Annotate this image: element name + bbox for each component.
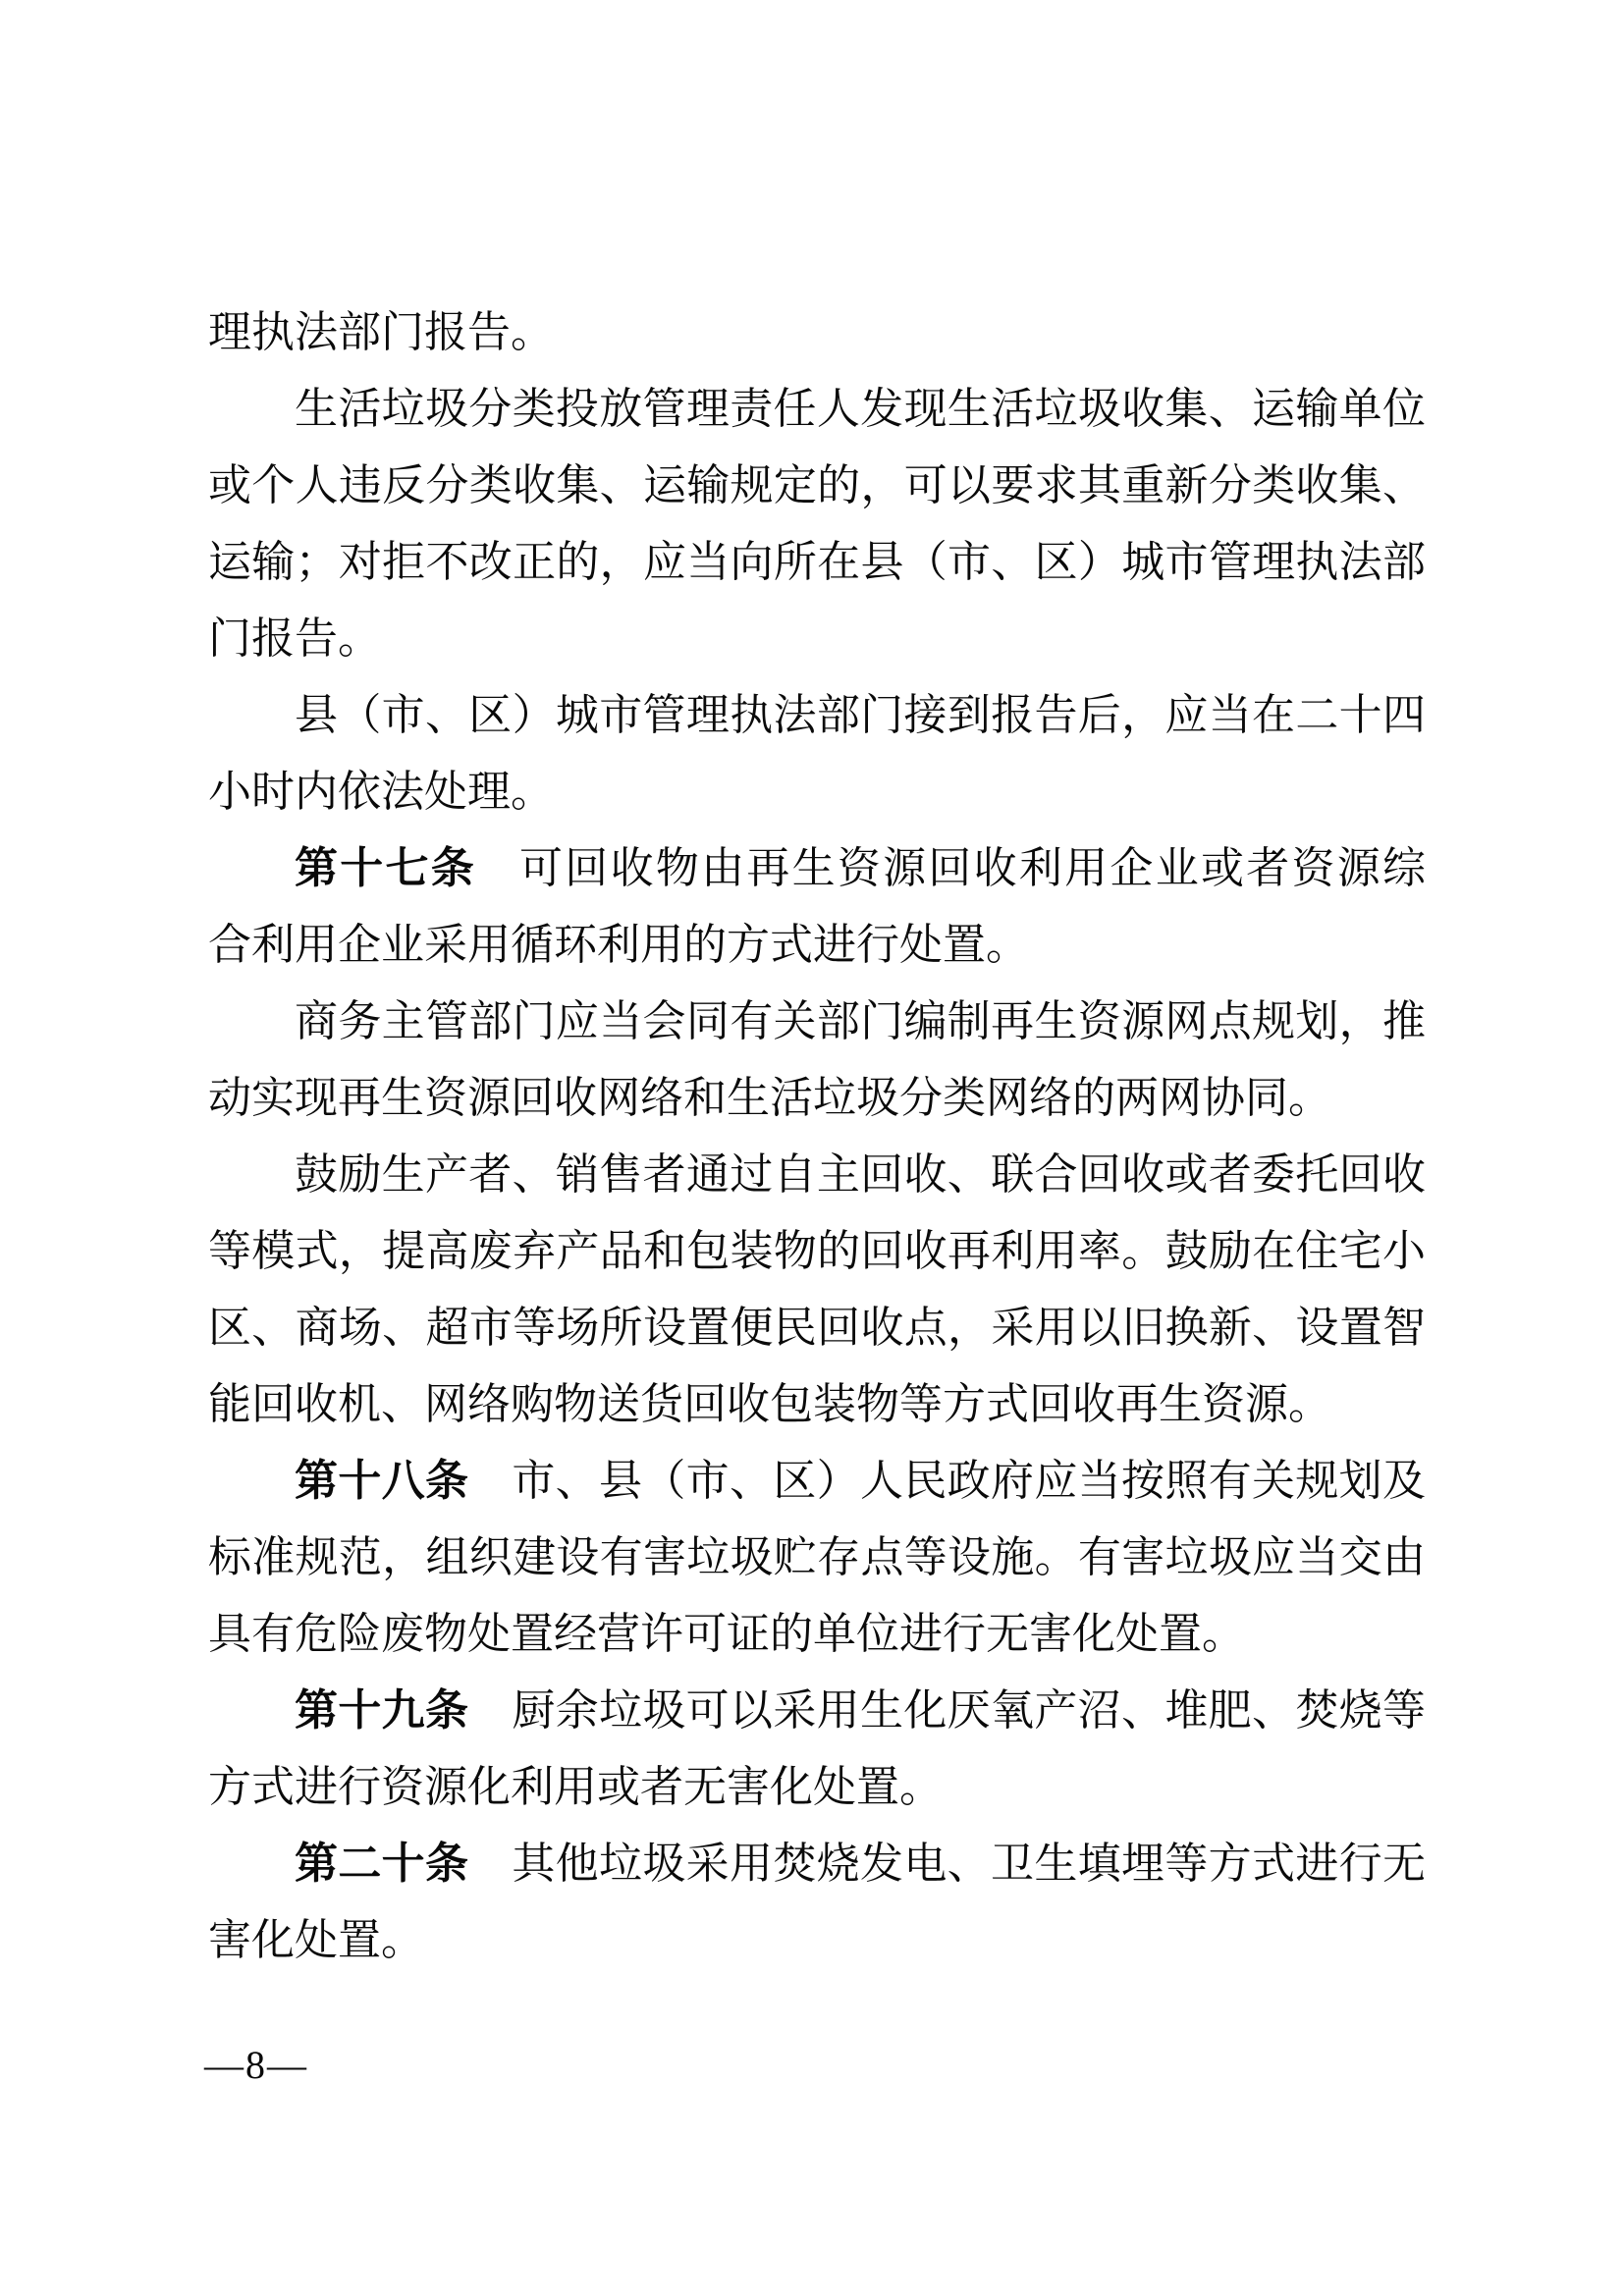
line-text: 门报告。 xyxy=(208,614,381,663)
line-text: 其他垃圾采用焚烧发电、卫生填埋等方式进行无 xyxy=(512,1840,1426,1888)
text-line xyxy=(208,448,1426,524)
article-number-20: 第二十条 xyxy=(295,1840,469,1888)
text-line xyxy=(208,1902,1426,1979)
text-line-article-17 xyxy=(208,830,1426,907)
line-text: 市、县（市、区）人民政府应当按照有关规划及 xyxy=(512,1457,1426,1505)
line-text: 害化处置。 xyxy=(208,1916,424,1964)
text-line-article-18 xyxy=(208,1443,1426,1520)
text-line xyxy=(208,1596,1426,1673)
line-text: 动实现再生资源回收网络和生活垃圾分类网络的两网协同。 xyxy=(208,1074,1331,1122)
text-line xyxy=(208,1520,1426,1596)
line-text: 小时内依法处理。 xyxy=(208,768,554,816)
line-text: 方式进行资源化利用或者无害化处置。 xyxy=(208,1763,943,1811)
line-text: 理执法部门报告。 xyxy=(208,308,554,356)
text-line-article-20 xyxy=(208,1826,1426,1902)
text-line xyxy=(208,677,1426,754)
text-line xyxy=(208,294,1426,371)
text-line xyxy=(208,1290,1426,1366)
article-number-19: 第十九条 xyxy=(295,1686,469,1735)
text-line xyxy=(208,1137,1426,1213)
line-text: 鼓励生产者、销售者通过自主回收、联合回收或者委托回收 xyxy=(295,1150,1426,1199)
line-text: 可回收物由再生资源回收利用企业或者资源综 xyxy=(519,844,1426,892)
line-text: 区、商场、超市等场所设置便民回收点，采用以旧换新、设置智 xyxy=(208,1304,1426,1352)
article-number-17: 第十七条 xyxy=(295,844,477,892)
text-line xyxy=(208,601,1426,677)
text-line-article-19 xyxy=(208,1673,1426,1749)
text-line xyxy=(208,1749,1426,1826)
text-line xyxy=(208,1060,1426,1137)
line-text: 商务主管部门应当会同有关部门编制再生资源网点规划，推 xyxy=(295,997,1426,1045)
line-text: 等模式，提高废弃产品和包装物的回收再利用率。鼓励在住宅小 xyxy=(208,1227,1426,1275)
text-line xyxy=(208,754,1426,830)
text-line xyxy=(208,984,1426,1060)
line-text: 或个人违反分类收集、运输规定的，可以要求其重新分类收集、 xyxy=(208,461,1426,509)
line-text: 标准规范，组织建设有害垃圾贮存点等设施。有害垃圾应当交由 xyxy=(208,1533,1426,1581)
line-text: 能回收机、网络购物送货回收包装物等方式回收再生资源。 xyxy=(208,1380,1331,1428)
line-text: 运输；对拒不改正的，应当向所在县（市、区）城市管理执法部 xyxy=(208,538,1426,586)
document-body xyxy=(208,294,1426,1979)
text-line xyxy=(208,1213,1426,1290)
line-text: 厨余垃圾可以采用生化厌氧产沼、堆肥、焚烧等 xyxy=(512,1686,1426,1735)
line-text: 具有危险废物处置经营许可证的单位进行无害化处置。 xyxy=(208,1610,1245,1658)
text-line xyxy=(208,1366,1426,1443)
line-text: 合利用企业采用循环利用的方式进行处置。 xyxy=(208,921,1029,969)
line-text: 县（市、区）城市管理执法部门接到报告后，应当在二十四 xyxy=(295,691,1426,739)
text-line xyxy=(208,907,1426,984)
page-number: —8— xyxy=(204,2043,308,2087)
text-line xyxy=(208,371,1426,448)
text-line xyxy=(208,524,1426,601)
article-number-18: 第十八条 xyxy=(295,1457,469,1505)
line-text: 生活垃圾分类投放管理责任人发现生活垃圾收集、运输单位 xyxy=(295,385,1426,433)
